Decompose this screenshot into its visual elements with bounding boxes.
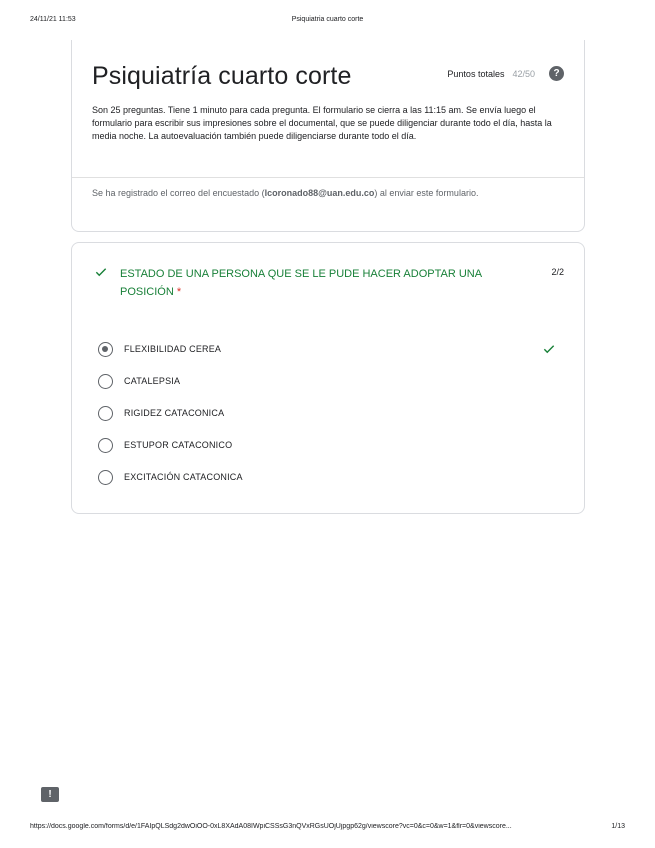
points-value: 42/50 [512, 68, 535, 79]
email-prefix: Se ha registrado el correo del encuestado ( [92, 188, 265, 198]
total-points [447, 66, 564, 81]
radio-unchecked[interactable] [98, 438, 113, 453]
question-card [71, 242, 585, 514]
required-mark: * [176, 286, 182, 298]
option-label: FLEXIBILIDAD CEREA [124, 344, 222, 354]
option-rigidez-cataconica[interactable] [98, 397, 568, 429]
feedback-icon[interactable]: ! [41, 787, 59, 802]
correct-check-icon [542, 342, 556, 356]
option-excitacion-cataconica[interactable] [98, 461, 568, 493]
print-header [30, 16, 625, 28]
email-notice [92, 187, 544, 200]
email-suffix: ) al enviar este formulario. [374, 188, 479, 198]
form-title: Psiquiatría cuarto corte [92, 62, 352, 90]
question-title [120, 265, 530, 301]
option-label: ESTUPOR CATACONICO [124, 440, 233, 450]
respondent-email: lcoronado88@uan.edu.co [264, 188, 375, 198]
radio-unchecked[interactable] [98, 374, 113, 389]
check-icon [94, 265, 108, 279]
divider [72, 177, 584, 178]
option-flexibilidad-cerea[interactable] [98, 333, 568, 365]
radio-checked[interactable] [98, 342, 113, 357]
question-text: ESTADO DE UNA PERSONA QUE SE LE PUDE HACER ADOPTAR UNA POSICIÓN [120, 268, 482, 298]
page-number: 1/13 [611, 823, 625, 830]
print-date: 24/11/21 11:53 [30, 16, 76, 23]
option-label: RIGIDEZ CATACONICA [124, 408, 225, 418]
radio-unchecked[interactable] [98, 406, 113, 421]
options-list [98, 333, 568, 493]
option-catalepsia[interactable] [98, 365, 568, 397]
option-label: CATALEPSIA [124, 376, 181, 386]
page-url: https://docs.google.com/forms/d/e/1FAIpQLSdg2dwOiOO-0xL8XAdA08IWpiCSSsG3nQVxRGsUOjUjpgp62g/viewscore?vc=0&c=0&w=1&flr=0&viewscore... [30, 823, 512, 830]
form-description: Son 25 preguntas. Tiene 1 minuto para cada pregunta. El formulario se cierra a las 11:15 am. Se envía luego el formulario para escribir sus impresiones sobre el documental, que se puede diligenciar durante todo el día, hasta la media noche. La autoevaluación también puede diligenciarse durante todo el día. [92, 105, 552, 141]
points-label: Puntos totales [447, 68, 505, 79]
form-header-card [71, 40, 585, 232]
question-score: 2/2 [551, 267, 564, 277]
print-title: Psiquiatria cuarto corte [291, 16, 364, 23]
option-estupor-cataconico[interactable] [98, 429, 568, 461]
option-label: EXCITACIÓN CATACONICA [124, 472, 243, 482]
radio-unchecked[interactable] [98, 470, 113, 485]
help-icon[interactable]: ? [549, 66, 564, 81]
